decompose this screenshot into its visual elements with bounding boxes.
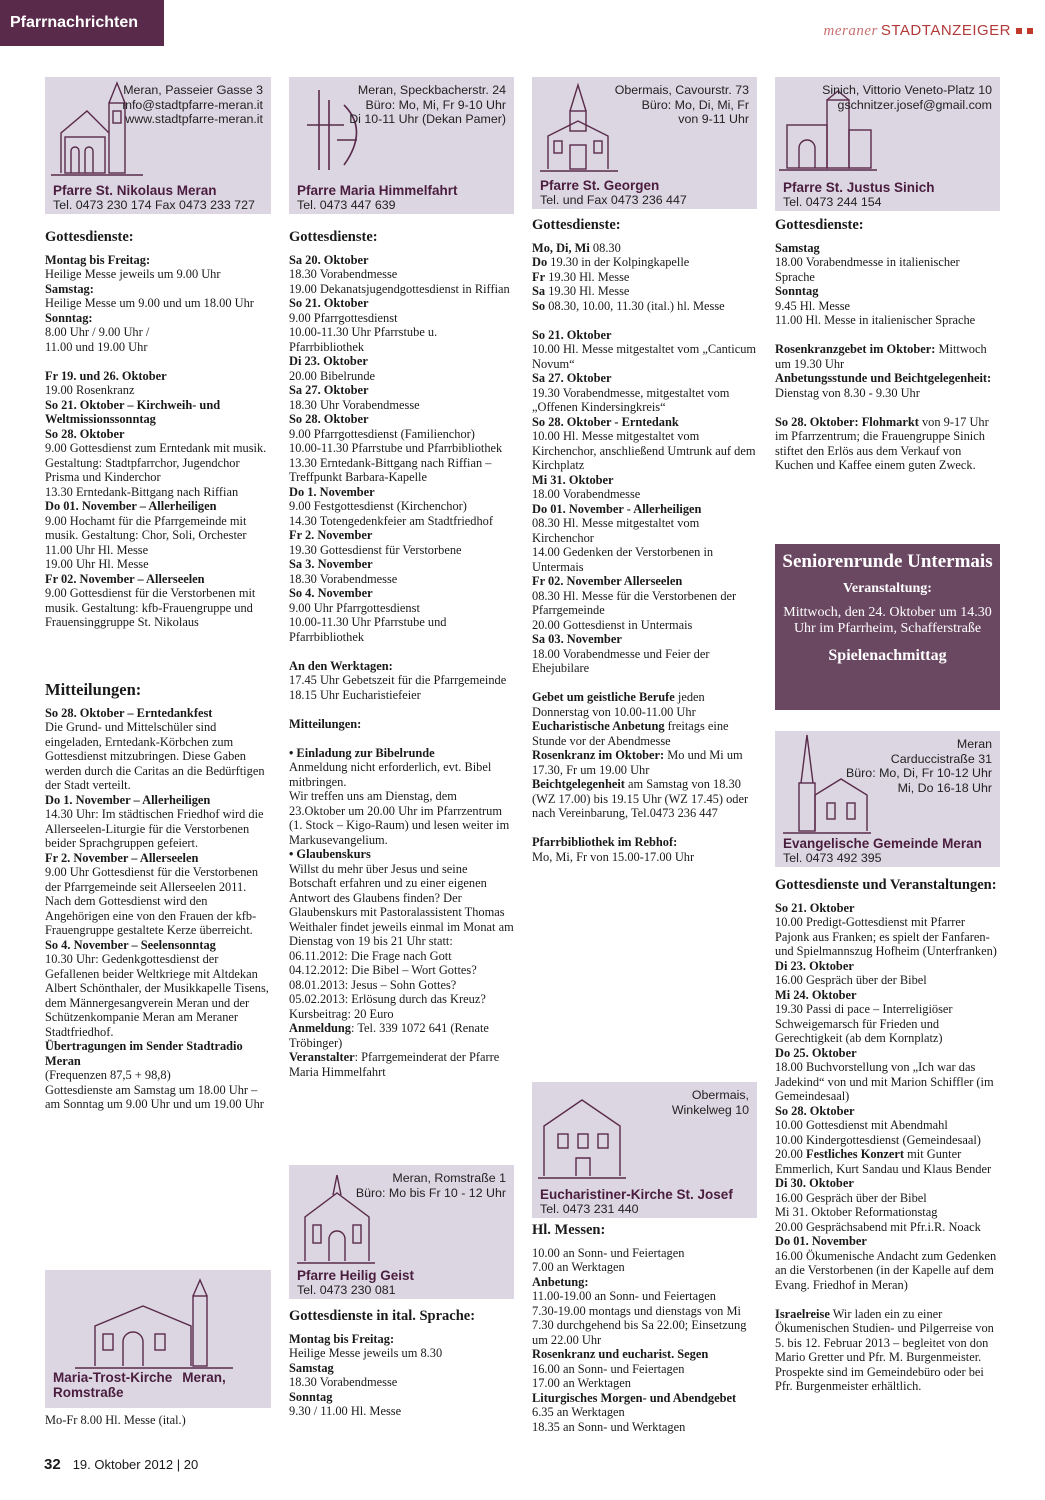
col4-services <box>775 218 1000 473</box>
entry-mixed <box>532 777 757 821</box>
entry-heading: Mi 31. Oktober <box>532 472 614 487</box>
entry-text: Dienstag von 8.30 - 9.30 Uhr <box>775 385 920 400</box>
section-heading: Gottesdienste: <box>289 229 378 245</box>
entry-text: 18.35 an Sonn- und Werktagen <box>532 1419 686 1434</box>
entry-heading: Anbetungsstunde und Beichtgelegenheit: <box>775 371 992 385</box>
entry-heading: Do 01. November <box>775 1234 867 1248</box>
entry-heading: Sonntag: <box>45 310 93 325</box>
entry-heading: Rosenkranz und eucharist. Segen <box>532 1347 709 1361</box>
entry-label: Rosenkranz im Oktober: <box>532 748 665 762</box>
entry-label: So <box>532 298 546 313</box>
col4-evangelisch-services <box>775 878 1000 1394</box>
entry-heading: Pfarrbibliothek im Rebhof: <box>532 835 678 849</box>
entry-heading: Sa 3. November <box>289 557 373 571</box>
entry-label: Anmeldung <box>289 1021 351 1035</box>
address-georgen: Obermais, Cavourstr. 73 Büro: Mo, Di, Mi, Fr von 9-11 Uhr <box>614 83 749 126</box>
spacer <box>289 644 514 659</box>
entry-text: 06.11.2012: Die Frage nach Gott <box>289 948 452 963</box>
entry-text: 05.02.2013: Erlösung durch das Kreuz? <box>289 992 486 1006</box>
entry-text: 10.00 an Sonn- und Feiertagen <box>532 1245 685 1260</box>
section-heading: Gottesdienste und Veranstaltungen: <box>775 877 997 893</box>
entry-label: Israelreise <box>775 1306 830 1321</box>
entry-text: 04.12.2012: Die Bibel – Wort Gottes? <box>289 963 477 977</box>
spacer <box>45 354 271 369</box>
entry-text: Mi 31. Oktober Reformationstag <box>775 1205 938 1219</box>
entry-text: Gottesdienste am Samstag um 18.00 Uhr – am Sonntag um 9.00 Uhr und um 19.00 Uhr <box>45 1082 264 1111</box>
spacer <box>289 702 514 717</box>
section-heading: Gottesdienste: <box>775 217 864 233</box>
entry-heading: Do 1. November – Allerheiligen <box>45 792 211 807</box>
entry-text: 10.00-11.30 Uhr Pfarrstube u. Pfarrbibliothek <box>289 325 438 354</box>
entry-heading: So 28. Oktober - Erntedank <box>532 414 679 429</box>
address-nikolaus: Meran, Passeier Gasse 3 info@stadtpfarre-meran.it www.stadtpfarre-meran.it <box>122 83 263 126</box>
address-evangelisch: Meran Carduccistraße 31 Büro: Mo, Di, Fr 10-12 Uhr Mi, Do 16-18 Uhr <box>846 737 992 795</box>
entry-text: 18.00 Vorabendmesse <box>532 487 641 501</box>
entry-value: 08.30, 10.00, 11.30 (ital.) hl. Messe <box>548 298 725 313</box>
entry-label: Sa <box>532 284 546 298</box>
entry-heading: So 21. Oktober – Kirchweih- und Weltmissionssonntag <box>45 397 221 426</box>
entry-heading: Übertragungen im Sender Stadtradio Meran <box>45 1039 243 1068</box>
masthead-logo: meraner STADTANZEIGER <box>824 22 1033 40</box>
entry-heading: Fr 19. und 26. Oktober <box>45 368 167 383</box>
entry-text: 10.30 Uhr: Gedenkgottesdienst der Gefallenen beider Weltkriege mit Altdekan Albert Schönthaler, der Musikkapelle Tisens, dem Männergesangverein Meran und der Schützenkompanie Meran am Meraner Stadtfriedhof. <box>45 952 269 1039</box>
col3-services <box>532 218 757 864</box>
parish-box-justus <box>775 77 1000 211</box>
entry-heading: Sa 03. November <box>532 632 622 646</box>
section-heading: Gottesdienste in ital. Sprache: <box>289 1308 476 1324</box>
entry-label: Veranstalter <box>289 1050 355 1064</box>
phone-justus: Tel. 0473 244 154 <box>783 195 882 209</box>
entry-text: 11.00-19.00 an Sonn- und Feiertagen <box>532 1289 716 1303</box>
entry-label: Eucharistische Anbetung <box>532 719 665 733</box>
senior-event: Spielenachmittag <box>828 647 947 664</box>
section-tab: Pfarrnachrichten <box>0 0 164 46</box>
entry-time: 20.00 <box>775 1147 803 1161</box>
entry-text: 16.00 Gespräch über der Bibel <box>775 973 927 987</box>
entry-value: 19.30 in der Kolpingkapelle <box>550 255 690 269</box>
entry-heading: Di 23. Oktober <box>289 354 368 368</box>
entry-text: 18.00 Vorabendmesse in italienischer Sprache <box>775 255 960 284</box>
address-justus: Sinich, Vittorio Veneto-Platz 10 gschnitzer.josef@gmail.com <box>822 83 992 112</box>
entry-text: Wir treffen uns am Dienstag, dem 23.Oktober um 20.00 Uhr im Pfarrzentrum (1. Stock – Kigo-Raum) und lesen weiter im Markusevangelium. <box>289 789 510 847</box>
entry-label: Beichtgelegenheit <box>532 777 625 791</box>
entry-mixed <box>532 690 757 719</box>
entry-text: 9.00 Uhr Pfarrgottesdienst <box>289 600 420 615</box>
entry-text: 9.00 Pfarrgottesdienst (Familienchor) <box>289 426 475 441</box>
address-josef: Obermais, Winkelweg 10 <box>671 1088 749 1117</box>
entry-mixed <box>532 270 757 285</box>
parish-box-mariatrost <box>45 1270 271 1408</box>
entry-heading: Do 01. November – Allerheiligen <box>45 499 217 513</box>
senior-label: Veranstaltung: <box>843 581 932 596</box>
address-himmelfahrt: Meran, Speckbacherstr. 24 Büro: Mo, Mi, Fr 9-10 Uhr Di 10-11 Uhr (Dekan Pamer) <box>349 83 506 126</box>
section-heading: Hl. Messen: <box>532 1222 606 1238</box>
entry-text: 17.45 Uhr Gebetszeit für die Pfarrgemeinde <box>289 673 507 687</box>
entry-heading: • Einladung zur Bibelrunde <box>289 745 435 760</box>
entry-heading: Do 01. November - Allerheiligen <box>532 501 702 516</box>
spacer <box>775 1292 1000 1307</box>
col1-services <box>45 230 271 630</box>
parish-name-mariatrost: Maria-Trost-Kirche Meran, Romstraße <box>53 1370 226 1400</box>
entry-label: Mo, Di, Mi <box>532 240 590 255</box>
entry-value: 08.30 <box>592 240 621 255</box>
col2-ital-services <box>289 1309 514 1419</box>
entry-value: Pfarrgemeinderat der Pfarre Maria Himmelfahrt <box>289 1050 500 1079</box>
parish-name-georgen: Pfarre St. Georgen <box>540 178 660 193</box>
entry-mixed <box>775 1147 1000 1176</box>
entry-label: So 28. Oktober: Flohmarkt <box>775 414 919 429</box>
parish-box-evangelisch <box>775 731 1000 867</box>
entry-text: 08.30 Hl. Messe für die Verstorbenen der Pfarrgemeinde <box>532 588 737 617</box>
entry-text: 14.30 Uhr: Im städtischen Friedhof wird die Allerseelen-Liturgie für die Verstorbenen beider Sprachgruppen gefeiert. <box>45 807 264 850</box>
entry-heading: Fr 02. November – Allerseelen <box>45 571 205 586</box>
entry-text: 9.00 Gottesdienst für die Verstorbenen mit musik. Gestaltung: kfb-Frauengruppe und Frauensinggruppe St. Nikolaus <box>45 586 256 629</box>
entry-label: Do <box>532 255 548 269</box>
spacer <box>775 400 1000 415</box>
senior-details: Mittwoch, den 24. Oktober um 14.30 Uhr im Pfarrheim, Schafferstraße <box>783 605 992 636</box>
entry-text: 10.00-11.30 Uhr Pfarrstube und Pfarrbibliothek <box>289 615 447 644</box>
entry-text: 20.00 Gottesdienst in Untermais <box>532 617 693 632</box>
entry-text: 16.00 an Sonn- und Feiertagen <box>532 1361 685 1376</box>
entry-label: Festliches Konzert <box>806 1147 905 1161</box>
entry-mixed <box>532 284 757 299</box>
entry-value: jeden Donnerstag von 10.00-11.00 Uhr <box>532 690 705 719</box>
entry-value: am Samstag von 18.30 (WZ 17.00) bis 19.15 Uhr (WZ 17.45) oder nach Vereinbarung, Tel.0473 236 447 <box>532 777 749 820</box>
entry-text: Heilige Messe um 9.00 und um 18.00 Uhr <box>45 296 254 310</box>
entry-mixed <box>775 1307 1000 1394</box>
entry-heading: Di 30. Oktober <box>775 1176 854 1190</box>
entry-text: 16.00 Ökumenische Andacht zum Gedenken an die Verstorbenen (in der Kapelle auf dem Evang. Friedhof in Meran) <box>775 1248 997 1292</box>
entry-text: 10.00 Kindergottesdienst (Gemeindesaal) <box>775 1132 981 1147</box>
entry-mixed <box>532 255 757 270</box>
address-heiliggeist: Meran, Romstraße 1 Büro: Mo bis Fr 10 - 12 Uhr <box>355 1171 506 1200</box>
entry-value: freitags eine Stunde vor der Abendmesse <box>532 719 729 748</box>
entry-heading: Do 25. Oktober <box>775 1045 857 1060</box>
entry-heading: So 21. Oktober <box>289 296 369 310</box>
entry-text: Heilige Messe jeweils um 8.30 <box>289 1346 443 1360</box>
entry-text: Kursbeitrag: 20 Euro <box>289 1006 394 1021</box>
entry-heading: So 21. Oktober <box>532 327 612 342</box>
entry-text: 10.00-11.30 Pfarrstube und Pfarrbibliothek <box>289 441 503 455</box>
entry-text: Mo, Mi, Fr von 15.00-17.00 Uhr <box>532 849 695 864</box>
entry-heading: Sonntag <box>775 284 819 298</box>
entry-text: Anmeldung nicht erforderlich, evt. Bibel mitbringen. <box>289 760 492 789</box>
parish-box-nikolaus <box>45 77 271 214</box>
entry-text: 18.00 Buchvorstellung von „Ich war das Jadekind“ von und mit Marion Schiffler (im Gemeindesaal) <box>775 1060 994 1103</box>
entry-text: 19.00 Rosenkranz <box>45 383 135 397</box>
parish-name-himmelfahrt: Pfarre Maria Himmelfahrt <box>297 183 458 198</box>
spacer <box>532 821 757 836</box>
entry-heading: So 21. Oktober <box>775 900 855 915</box>
spacer <box>532 313 757 328</box>
entry-text: 9.00 Gottesdienst zum Erntedank mit musik. Gestaltung: Stadtpfarrchor, Jugendchor Prisma und Kinderchor <box>45 441 267 484</box>
entry-heading: An den Werktagen: <box>289 658 393 673</box>
entry-heading: Di 23. Oktober <box>775 958 854 973</box>
senior-title: Seniorenrunde Untermais <box>782 551 993 572</box>
entry-heading: Fr 2. November – Allerseelen <box>45 850 199 865</box>
entry-text: 10.00 Hl. Messe mitgestaltet vom Kirchenchor, anschließend Umtrunk auf dem Kirchplatz <box>532 429 756 472</box>
entry-text: 11.00 Uhr Hl. Messe <box>45 542 149 557</box>
entry-mixed: Veranstalter: Pfarrgemeinderat der Pfarre Maria Himmelfahrt <box>289 1050 500 1079</box>
entry-value: 19.30 Hl. Messe <box>548 284 630 298</box>
entry-heading: Anbetung: <box>532 1274 589 1289</box>
entry-text: 20.00 Bibelrunde <box>289 368 376 383</box>
page-number: 32 <box>44 1456 61 1473</box>
entry-heading: Liturgisches Morgen- und Abendgebet <box>532 1390 737 1405</box>
entry-text: 13.30 Erntedank-Bittgang nach Riffian – Treffpunkt Barbara-Kapelle <box>289 455 492 484</box>
entry-text: 9.45 Hl. Messe <box>775 298 851 313</box>
entry-heading: Samstag <box>775 240 820 255</box>
entry-mixed: Anmeldung: Tel. 339 1072 641 (Renate Tröbinger) <box>289 1021 489 1050</box>
seniorenrunde-box <box>775 544 1000 710</box>
parish-box-heiliggeist <box>289 1165 514 1299</box>
entry-heading: Samstag: <box>45 281 94 296</box>
entry-mixed <box>775 415 1000 473</box>
parish-box-himmelfahrt <box>289 77 514 214</box>
entry-text: Heilige Messe jeweils um 9.00 Uhr <box>45 267 221 281</box>
entry-text: 17.00 an Werktagen <box>532 1376 631 1390</box>
entry-text: 16.00 Gespräch über der Bibel <box>775 1190 927 1205</box>
entry-text: 7.30-19.00 montags und dienstags von Mi 7.30 durchgehend bis Sa 22.00; Einsetzung um 22.00 Uhr <box>532 1303 747 1347</box>
entry-text: 08.01.2013: Jesus – Sohn Gottes? <box>289 977 457 992</box>
entry-label: Fr <box>532 269 546 284</box>
mariatrost-note: Mo-Fr 8.00 Hl. Messe (ital.) <box>45 1413 186 1427</box>
entry-heading: Mitteilungen: <box>289 716 362 731</box>
section-heading: Gottesdienste: <box>532 217 621 233</box>
col1-mitteilungen <box>45 680 271 1112</box>
entry-heading: Sa 20. Oktober <box>289 252 369 267</box>
entry-mixed <box>532 299 757 314</box>
parish-box-georgen <box>532 77 757 209</box>
entry-text: 10.00 Predigt-Gottesdienst mit Pfarrer Pajonk aus Franken; es spielt der Fanfaren- und Spielmannszug Hofheim (Unterfranken) <box>775 915 997 958</box>
spacer <box>775 328 1000 343</box>
parish-name-josef: Eucharistiner-Kirche St. Josef <box>540 1187 733 1202</box>
entry-value: 19.30 Hl. Messe <box>548 269 630 284</box>
entry-text: Die Grund- und Mittelschüler sind eingeladen, Erntedank-Körbchen zum Gottesdienst mitzubringen. Diese Gaben werden durch die Caritas an die Bedürftigen der Stadt verteilt. <box>45 720 265 792</box>
entry-text: 19.30 Gottesdienst für Verstorbene <box>289 542 462 557</box>
entry-text: 08.30 Hl. Messe mitgestaltet vom Kirchenchor <box>532 516 700 545</box>
entry-heading: Sa 27. Oktober <box>532 371 612 385</box>
church-mariatrost-icon <box>75 1276 235 1376</box>
entry-heading: Sa 27. Oktober <box>289 383 369 397</box>
entry-text: 9.00 Uhr Gottesdienst für die Verstorbenen der Pfarrgemeinde seit Allerseelen 2011. Nach dem Gottesdienst wird den Angehörigen eine von den Frauen der kfb-Frauengruppe gestaltete Kerze überreicht. <box>45 865 259 937</box>
entry-heading: Samstag <box>289 1360 334 1375</box>
entry-text: 18.00 Vorabendmesse und Feier der Ehejubilare <box>532 646 710 675</box>
entry-heading: Montag bis Freitag: <box>45 252 151 267</box>
entry-heading: Fr 2. November <box>289 528 373 542</box>
phone-nikolaus: Tel. 0473 230 174 Fax 0473 233 727 <box>53 198 255 212</box>
entry-heading: Sonntag <box>289 1389 333 1404</box>
parish-name-nikolaus: Pfarre St. Nikolaus Meran <box>53 183 217 198</box>
entry-text: Willst du mehr über Jesus und seine Botschaft erfahren und zu einer eigenen Antwort des Glaubens finden? Der Glaubenskurs mit Pastoralassistent Thomas Weithaler findet jeweils einmal im Monat am Dienstag von 19 bis 21 Uhr statt: <box>289 861 514 948</box>
entry-text: 14.30 Totengedenkfeier am Stadtfriedhof <box>289 513 493 528</box>
entry-text: 18.30 Vorabendmesse <box>289 1375 398 1389</box>
phone-josef: Tel. 0473 231 440 <box>540 1202 639 1216</box>
entry-text: 19.00 Uhr Hl. Messe <box>45 557 149 571</box>
col3-josef-services <box>532 1223 757 1434</box>
phone-evangelisch: Tel. 0473 492 395 <box>783 851 882 865</box>
entry-mixed <box>775 342 1000 371</box>
entry-mixed <box>532 748 757 777</box>
entry-text: 8.00 Uhr / 9.00 Uhr / <box>45 325 150 339</box>
entry-text: 9.00 Festgottesdienst (Kirchenchor) <box>289 499 467 513</box>
entry-text: 10.00 Hl. Messe mitgestaltet vom „Canticum Novum“ <box>532 342 757 371</box>
entry-text: 19.30 Vorabendmesse, mitgestaltet vom „Offenen Kindersingkreis“ <box>532 385 730 414</box>
phone-georgen: Tel. und Fax 0473 236 447 <box>540 193 687 207</box>
church-josef-icon <box>538 1086 628 1186</box>
entry-heading: So 28. Oktober <box>289 412 369 426</box>
entry-value: Wir laden ein zu einer Ökumenischen Studien- und Pilgerreise von 5. bis 12. Februar 2013 – begleitet von don Mario Gretter und Pfr. M. Burgenmeister. Prospekte sind im Gemeindebüro oder bei Pfr. Burgenmeister erhältlich. <box>775 1306 994 1393</box>
entry-mixed <box>532 719 757 748</box>
entry-text: 11.00 Hl. Messe in italienischer Sprache <box>775 313 976 327</box>
entry-label: Rosenkranzgebet im Oktober: <box>775 342 936 356</box>
spacer <box>532 676 757 691</box>
entry-heading: Do 1. November <box>289 484 375 499</box>
entry-heading: So 4. November <box>289 586 373 600</box>
parish-name-evangelisch: Evangelische Gemeinde Meran <box>783 836 982 851</box>
entry-heading: So 28. Oktober <box>775 1103 855 1118</box>
entry-text: 7.00 an Werktagen <box>532 1260 625 1274</box>
col1-mariatrost-note <box>45 1413 271 1428</box>
entry-value: mit Gunter Emmerlich, Kurt Sandau und Klaus Bender <box>775 1147 992 1176</box>
entry-text: 18.15 Uhr Eucharistiefeier <box>289 687 421 702</box>
entry-value: Mittwoch um 19.30 Uhr <box>775 342 987 371</box>
entry-text: 14.00 Gedenken der Verstorbenen in Untermais <box>532 545 714 574</box>
issue-date: 19. Oktober 2012 | 20 <box>72 1457 199 1472</box>
section-heading: Gottesdienste: <box>45 229 134 245</box>
entry-text: 10.00 Gottesdienst mit Abendmahl <box>775 1118 948 1132</box>
entry-text: 18.30 Vorabendmesse <box>289 571 398 586</box>
col2-services <box>289 230 514 1079</box>
entry-text: 19.30 Passi di pace – Interreligiöser Schweigemarsch für Frieden und Gerechtigkeit (ab dem Kornplatz) <box>775 1002 953 1045</box>
entry-heading: So 28. Oktober <box>45 426 125 441</box>
entry-heading: So 28. Oktober – Erntedankfest <box>45 705 213 720</box>
entry-text: 20.00 Gesprächsabend mit Pfr.i.R. Noack <box>775 1219 981 1234</box>
entry-text: 19.00 Dekanatsjugendgottesdienst in Riffian <box>289 281 510 296</box>
entry-heading: Fr 02. November Allerseelen <box>532 574 683 588</box>
spacer <box>289 731 514 746</box>
entry-text: 9.00 Hochamt für die Pfarrgemeinde mit musik. Gestaltung: Chor, Soli, Orchester <box>45 513 247 542</box>
entry-text: 18.30 Vorabendmesse <box>289 267 398 281</box>
parish-box-josef <box>532 1082 757 1218</box>
entry-text: (Frequenzen 87,5 + 98,8) <box>45 1068 171 1082</box>
entry-heading: So 4. November – Seelensonntag <box>45 937 216 952</box>
entry-text: 13.30 Erntedank-Bittgang nach Riffian <box>45 484 239 499</box>
entry-value: Mo und Mi um 17.30, Fr um 19.00 Uhr <box>532 748 743 777</box>
entry-text: 9.30 / 11.00 Hl. Messe <box>289 1404 402 1418</box>
entry-text: 6.35 an Werktagen <box>532 1405 625 1419</box>
phone-heiliggeist: Tel. 0473 230 081 <box>297 1283 396 1297</box>
entry-text: 9.00 Pfarrgottesdienst <box>289 310 398 325</box>
entry-text: 18.30 Uhr Vorabendmesse <box>289 397 420 412</box>
entry-mixed <box>532 241 757 256</box>
entry-value: von 9-17 Uhr im Pfarrzentrum; die Frauengruppe Sinich stiftet den Erlös aus dem Verkauf von Kuchen und Kaffee einem guten Zweck. <box>775 414 989 472</box>
section-heading: Mitteilungen: <box>45 680 142 699</box>
church-georgen-icon <box>540 81 620 176</box>
page-footer <box>44 1456 198 1473</box>
parish-name-heiliggeist: Pfarre Heilig Geist <box>297 1268 415 1283</box>
entry-heading: • Glaubenskurs <box>289 847 371 861</box>
entry-value: Tel. 339 1072 641 (Renate Tröbinger) <box>289 1021 489 1050</box>
entry-label: Gebet um geistliche Berufe <box>532 690 675 704</box>
parish-name-justus: Pfarre St. Justus Sinich <box>783 180 935 195</box>
entry-text: 11.00 und 19.00 Uhr <box>45 339 148 354</box>
entry-heading: Montag bis Freitag: <box>289 1331 395 1346</box>
phone-himmelfahrt: Tel. 0473 447 639 <box>297 198 396 212</box>
entry-heading: Mi 24. Oktober <box>775 987 857 1002</box>
